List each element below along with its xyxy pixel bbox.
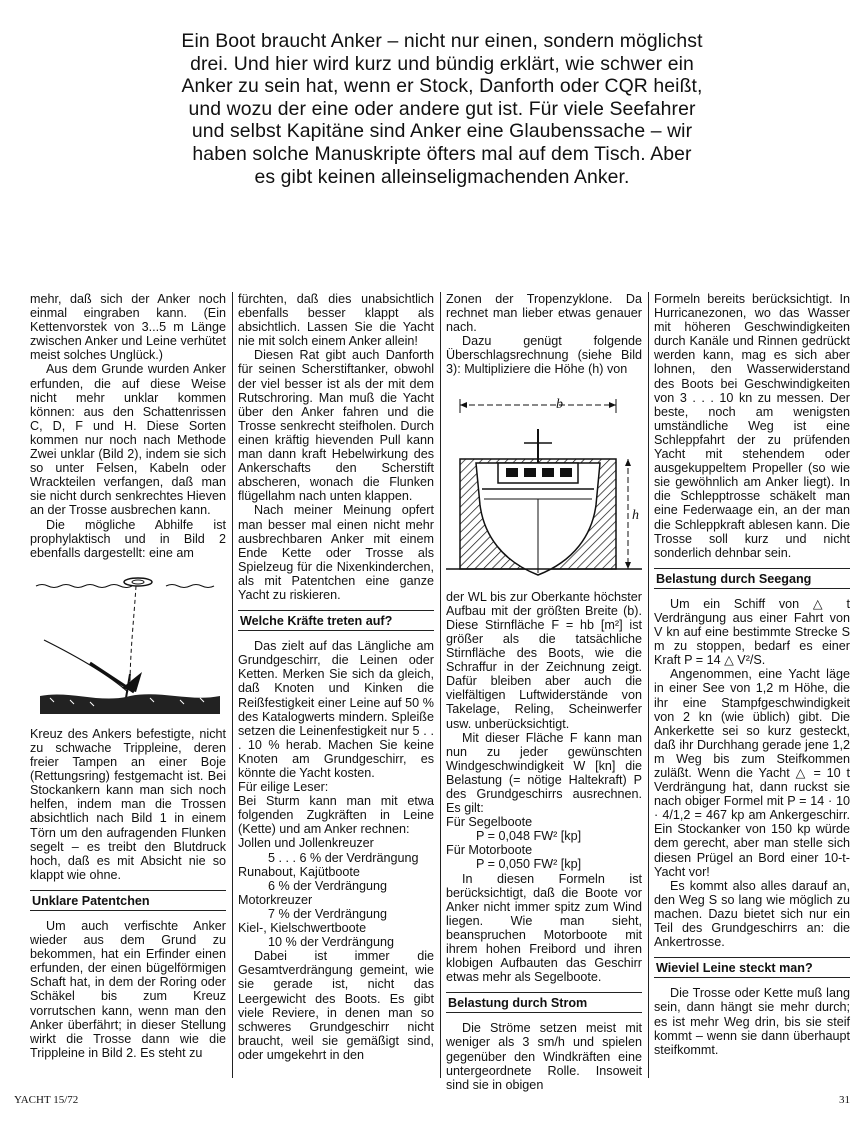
col1-paragraph: Die mögliche Abhilfe ist prophylaktisch und in Bild 2 ebenfalls dargestellt: eine am xyxy=(30,517,226,560)
col3-paragraph: Dazu genügt folgende Überschlagsrechnung (siehe Bild 3): Multipliziere die Höhe (h) von xyxy=(446,334,642,377)
column-1 xyxy=(30,292,226,1060)
intro-text: Ein Boot braucht Anker – nicht nur einen, sondern möglichst drei. Und hier wird kurz und bündig erklärt, wie schwer ein Anker zu sein hat, wenn er Stock, Danforth oder CQR heißt, und wozu der eine oder andere gut ist. Für viele Seefahrer und selbst Kapitäne sind Anker eine Glaubenssache – wir haben solche Manuskripte öfters mal auf dem Tisch. Aber es gibt keinen alleinseligmachenden Anker. xyxy=(181,30,703,188)
col3-paragraph: Zonen der Tropenzyklone. Da rechnet man lieber etwas genauer nach. xyxy=(446,292,642,335)
section-heading-seegang: Belastung durch Seegang xyxy=(654,568,850,589)
column-divider xyxy=(232,292,233,1078)
col2-paragraph: Das zielt auf das Längliche am Grundgeschirr, die Leinen oder Ketten. Merken Sie sich da gleich, daß Knoten und Kinken die Reißfestigkeit einer Leine auf 50 % des Katalogwerts mindern. Spleiße setzen die Leinenfestigkeit nur 5 . . . 10 % herab. Machen Sie keine Knoten am Grundgeschirr, es könnte die Yacht kosten. xyxy=(238,639,434,780)
force-table-label: Jollen und Jollenkreuzer xyxy=(238,836,374,851)
figure-frontal-area xyxy=(446,385,642,586)
section-heading-unklare-patentchen: Unklare Patentchen xyxy=(30,890,226,911)
col2-paragraph: Bei Sturm kann man mit etwa folgenden Zugkräften in Leine (Kette) und am Anker rechnen: xyxy=(238,794,434,837)
column-divider xyxy=(440,292,441,1078)
col4-paragraph: Formeln bereits berücksichtigt. In Hurricanezonen, wo das Wasser mit höheren Geschwindigkeiten durch Kanäle und Rinnen gedrückt werden kann, mag es sich aber lohnen, den Wasserwiderstand des Boots bei Geschwindigkeiten von 3 . . . 10 kn zu messen. Der beste, noch am wenigsten umständliche Weg ist eine Schleppfahrt der zu prüfenden Yacht mit stehendem oder ausgekuppeltem Propeller (so wie sie gewöhnlich am Anker liegt). In die Schlepptrosse schäkelt man eine Federwaage ein, an der man die Schleppkraft ablesen kann. Die Trosse soll kurz und nicht sonderlich dehnbar sein. xyxy=(654,292,850,560)
formula: P = 0,050 FW² [kp] xyxy=(476,857,582,872)
column-3 xyxy=(446,292,642,1092)
footer-magazine-issue: YACHT 15/72 xyxy=(14,1094,79,1106)
figure-label-h: h xyxy=(632,507,639,523)
col2-paragraph: Diesen Rat gibt auch Danforth für seinen Scherstiftanker, obwohl der viel besser ist als der mit dem Rutschroring. Man muß die Yacht über den Anker fahren und die Trosse senkrecht steifholen. Durch einen kräftig hievenden Pull kann man dann kraft Hebelwirkung des Ankerschafts den Scherstift abscheren, wonach die Flunken flügellahm nach unten klappen. xyxy=(238,348,434,504)
col4-paragraph: Um ein Schiff von △ t Verdrängung aus einer Fahrt von V kn auf eine bestimmte Strecke S m zu stoppen, bedarf es einer Kraft P = 14 △ V²/S. xyxy=(654,596,850,668)
column-2 xyxy=(238,292,434,1062)
col2-paragraph: Nach meiner Meinung opfert man besser mal einen nicht mehr ausbrechbaren Anker mit einem Ende Kette oder Trosse als Spielzeug für die Nixenkinderchen, als mit Patentchen eine ganze Yacht zu riskieren. xyxy=(238,503,434,602)
force-table-label: Motorkreuzer xyxy=(238,892,313,907)
formula-label: Für Segelboote xyxy=(446,815,533,830)
section-heading-kraefte: Welche Kräfte treten auf? xyxy=(238,610,434,631)
figure-label-b: b xyxy=(556,396,563,412)
col3-paragraph: Mit dieser Fläche F kann man nun zu jeder gewünschten Windgeschwindigkeit W [kn] die Belastung (= nötige Haltekraft) P des Grundgeschirrs ausrechnen. Es gilt: xyxy=(446,730,642,816)
figure-anchor-trip-line xyxy=(30,568,226,721)
col3-paragraph: Die Ströme setzen meist mit weniger als 3 sm/h und spielen gegenüber den Windkräften eine untergeordnete Rolle. Insoweit sind sie in obigen xyxy=(446,1021,642,1092)
col3-paragraph: In diesen Formeln ist berücksichtigt, daß die Boote vor Anker nicht immer spitz zum Wind liegen. Wie man sieht, beanspruchen Motorboote mit ihrem hohen Freibord und ihren klobigen Aufbauten das Geschirr etwas mehr als Segelboote. xyxy=(446,871,642,985)
force-table-label: Runabout, Kajütboote xyxy=(238,864,360,879)
col2-paragraph: Dabei ist immer die Gesamtverdrängung gemeint, wie sie gerade ist, nicht das Leergewicht des Boots. Es gibt viele Reviere, in denen man so schweres Grundgeschirr nicht braucht, weil sie gemäßigt sind, oder umgekehrt in den xyxy=(238,949,434,1062)
formula: P = 0,048 FW² [kp] xyxy=(476,829,582,844)
col2-paragraph: Für eilige Leser: xyxy=(238,780,329,795)
force-table-value: 10 % der Verdrängung xyxy=(268,935,395,950)
formula-label: Für Motorboote xyxy=(446,843,533,858)
force-table-value: 7 % der Verdrängung xyxy=(268,906,388,921)
col3-paragraph: der WL bis zur Oberkante höchster Aufbau mit der größten Breite (b). Diese Stirnfläche F = hb [m²] ist größer als die tatsächliche Stirnfläche des Boots, wie die Schraffur in der Zeichnung zeigt. Dafür bleiben aber auch die vielfältigen Luftwiderstände von Takelage, Reling, Scheinwerfer usw. unberücksichtigt. xyxy=(446,589,642,731)
force-table-value: 6 % der Verdrängung xyxy=(268,878,388,893)
col4-paragraph: Es kommt also alles darauf an, den Weg S so lang wie möglich zu machen. Dazu bietet sich nur ein Teil des Grundgeschirrs an: die Ankertrosse. xyxy=(654,878,850,950)
column-divider xyxy=(648,292,649,1078)
column-4 xyxy=(654,292,850,1057)
page-number: 31 xyxy=(839,1094,850,1106)
force-table-label: Kiel-, Kielschwertboote xyxy=(238,921,367,936)
col2-paragraph: fürchten, daß dies unabsichtlich ebenfalls besser klappt als absichtlich. Lassen Sie die Yacht nie mit solch einem Anker allein! xyxy=(238,292,434,349)
section-heading-leine: Wieviel Leine steckt man? xyxy=(654,957,850,978)
section-heading-strom: Belastung durch Strom xyxy=(446,992,642,1013)
col1-paragraph: Um auch verfischte Anker wieder aus dem Grund zu bekommen, hat ein Erfinder einen erfunden, der einen bügelförmigen Schaft hat, in dem der Roring oder Schäkel bis zum Kreuz vorrutschen kann, wenn man den Anker überfährt; in dieser Stellung wirkt die Trosse dann wie die Trippleine in Bild 2. Es steht zu xyxy=(30,919,226,1060)
col4-paragraph: Die Trosse oder Kette muß lang sein, dann hängt sie mehr durch; es ist mehr Weg drin, bis sie steif kommt – wenn sie dann überhaupt steifkommt. xyxy=(654,986,850,1057)
col1-paragraph: Aus dem Grunde wurden Anker erfunden, die auf diese Weise nicht mehr unklar kommen können: aus den Schattenrissen C, D, F und H. Diese Sorten kommen nur noch nach Methode Zwei unklar (Bild 2), indem sie sich so unter Felsen, Kabeln oder Wrackteilen verfangen, daß man sie nicht durch senkrechtes Hieven an der Trosse ausbrechen kann. xyxy=(30,362,226,518)
col1-paragraph: mehr, daß sich der Anker noch einmal eingraben kann. (Ein Kettenvorstek von 3...5 m Länge zwischen Anker und Leine verhütet meist solches Unglück.) xyxy=(30,292,226,363)
col1-paragraph: Kreuz des Ankers befestigte, nicht zu schwache Trippleine, deren freier Tampen an einer Boje (Rettungsring) festgemacht ist. Bei Stockankern kann man sich noch helfen, indem man die Trossen absichtlich nach Bild 1 in einem Törn um den aufragenden Flunken segelt – es treibt den Blutdruck hoch, daß es mit Absicht nie so klappt wie ohne. xyxy=(30,726,226,882)
col4-paragraph: Angenommen, eine Yacht läge in einer See von 1,2 m Höhe, die ihr eine Stampfgeschwindigkeit von 2 kn (wie üblich) gibt. Die Ankerkette sei so kurz gesteckt, daß ihr Durchhang gerade jene 1,2 m Weg bis zum Steifkommen zuläßt. Wenn die Yacht △ = 10 t Verdrängung hat, dann ruckst sie nach obiger Formel mit P = 14 · 10 · 4/1,2 = 467 kp am Ankergeschirr. Ein Stockanker von 150 kp würde dem gerecht, aber man stelle sich diesen Prügel an Bord einer 10-t-Yacht vor! xyxy=(654,667,850,879)
force-table-value: 5 . . . 6 % der Verdrängung xyxy=(268,850,419,865)
